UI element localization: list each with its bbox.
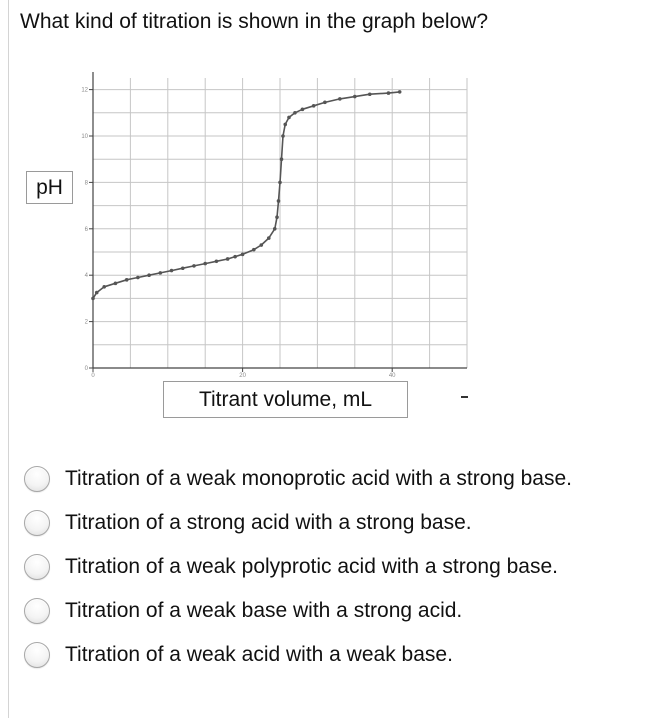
y-tick-label: 10 (81, 134, 88, 140)
x-axis-label: Titrant volume, mL (163, 381, 408, 418)
data-point (170, 269, 174, 273)
radio-button[interactable] (24, 554, 50, 580)
option-label[interactable]: Titration of a strong acid with a strong base. (65, 511, 472, 534)
data-point (125, 278, 129, 282)
data-point (181, 266, 185, 270)
data-point (277, 199, 281, 203)
data-point (267, 236, 271, 240)
data-point (368, 92, 372, 96)
series-line (93, 92, 400, 299)
data-point (260, 243, 264, 247)
x-tick-label: 0 (91, 373, 95, 379)
x-tick-label: 20 (239, 373, 246, 379)
y-axis-label: pH (26, 171, 73, 204)
data-point (192, 264, 196, 268)
option-3[interactable] (24, 545, 572, 589)
data-point (301, 108, 305, 112)
data-point (387, 91, 391, 95)
option-1[interactable] (24, 457, 572, 501)
question-text: What kind of titration is shown in the graph below? (20, 10, 489, 33)
data-point (215, 259, 219, 263)
option-label[interactable]: Titration of a weak acid with a weak base. (65, 643, 453, 666)
data-point (323, 101, 327, 105)
data-point (252, 248, 256, 252)
option-label[interactable]: Titration of a weak polyprotic acid with a strong base. (65, 555, 558, 578)
data-point (114, 282, 118, 286)
option-label[interactable]: Titration of a weak monoprotic acid with a strong base. (65, 467, 572, 490)
data-point (287, 116, 291, 120)
titration-chart (0, 50, 660, 440)
data-point (281, 134, 285, 138)
data-point (159, 271, 163, 275)
data-point (338, 97, 342, 101)
y-tick-label: 4 (84, 273, 88, 280)
data-point (226, 257, 230, 261)
data-point (147, 273, 151, 277)
data-point (278, 181, 282, 185)
data-point (203, 262, 207, 266)
answer-options (24, 457, 572, 677)
data-point (275, 215, 279, 219)
radio-button[interactable] (24, 642, 50, 668)
option-5[interactable] (24, 633, 572, 677)
y-tick-label: 6 (84, 226, 88, 233)
option-2[interactable] (24, 501, 572, 545)
data-point (312, 104, 316, 108)
data-point (91, 297, 95, 301)
y-tick-label: 0 (84, 366, 88, 372)
data-point (273, 227, 277, 231)
data-point (233, 255, 237, 259)
data-point (283, 123, 287, 127)
y-tick-label: 2 (84, 319, 88, 326)
option-4[interactable] (24, 589, 572, 633)
data-point (136, 276, 140, 280)
data-point (95, 291, 99, 295)
y-tick-label: 8 (84, 180, 88, 187)
y-tick-label: 12 (81, 87, 88, 94)
radio-button[interactable] (24, 510, 50, 536)
stray-mark (461, 396, 468, 398)
data-point (353, 95, 357, 99)
data-point (241, 253, 245, 257)
data-point (293, 111, 297, 115)
radio-button[interactable] (24, 598, 50, 624)
radio-button[interactable] (24, 466, 50, 492)
x-tick-label: 40 (388, 373, 396, 379)
data-point (280, 157, 284, 161)
data-point (398, 90, 402, 94)
option-label[interactable]: Titration of a weak base with a strong acid. (65, 599, 463, 622)
data-point (102, 285, 106, 289)
